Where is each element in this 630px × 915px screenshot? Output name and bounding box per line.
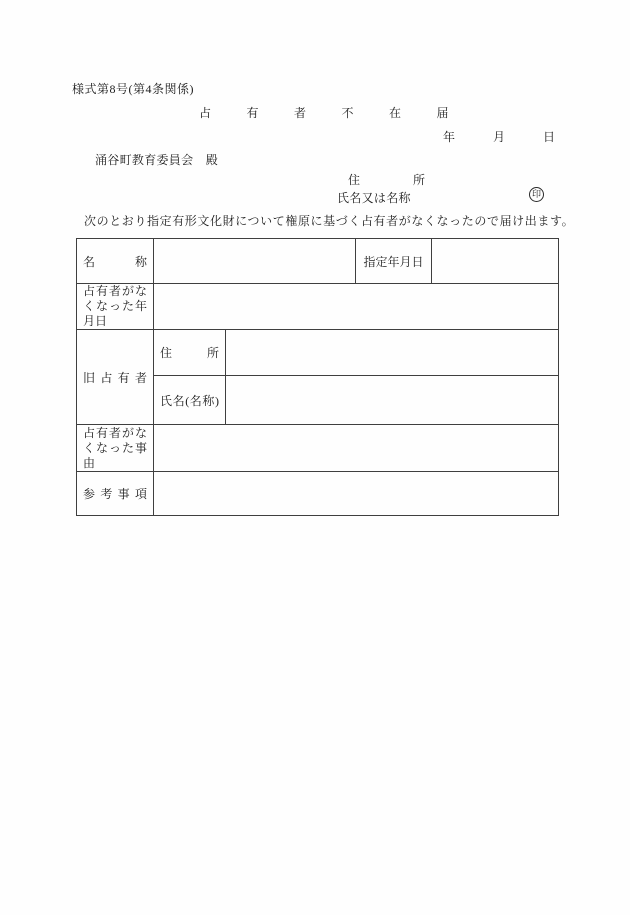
form-number: 様式第8号(第4条関係) — [72, 82, 194, 96]
table-row-remarks — [77, 472, 559, 516]
addressee: 涌谷町教育委員会 殿 — [95, 153, 219, 167]
possessor-lost-date-label-cell: 占有者がなくなった年月日 — [77, 284, 154, 330]
former-possessor-address-value-cell — [226, 330, 559, 376]
remarks-value-cell — [154, 472, 559, 516]
year-label: 年 — [443, 130, 456, 144]
address-label: 住所 — [348, 173, 425, 187]
table-row-former-possessor-address — [77, 330, 559, 376]
seal-mark-icon: 印 — [529, 187, 544, 202]
form-table — [76, 238, 559, 516]
reason-label-cell: 占有者がなくなった事由 — [77, 425, 154, 472]
former-possessor-address-label-cell: 住所 — [154, 330, 226, 376]
designation-date-label-cell: 指定年月日 — [356, 239, 432, 284]
table-row-possessor-lost-date — [77, 284, 559, 330]
name-value-cell — [154, 239, 356, 284]
remarks-label-cell: 参考事項 — [77, 472, 154, 516]
name-or-title-label: 氏名又は名称 — [337, 191, 411, 205]
date-line — [443, 131, 555, 143]
name-label-cell: 名称 — [77, 239, 154, 284]
possessor-lost-date-value-cell — [154, 284, 559, 330]
former-possessor-name-value-cell — [226, 376, 559, 425]
month-label: 月 — [492, 130, 505, 144]
former-possessor-label-cell: 旧占有者 — [77, 330, 154, 425]
document-title: 占有者不在届 — [199, 106, 485, 120]
designation-date-value-cell — [432, 239, 559, 284]
statement-text: 次のとおり指定有形文化財について権原に基づく占有者がなくなったので届け出ます。 — [84, 214, 575, 228]
table-row-name — [77, 239, 559, 284]
day-label: 日 — [542, 130, 555, 144]
reason-value-cell — [154, 425, 559, 472]
former-possessor-name-label-cell: 氏名(名称) — [154, 376, 226, 425]
table-row-reason — [77, 425, 559, 472]
